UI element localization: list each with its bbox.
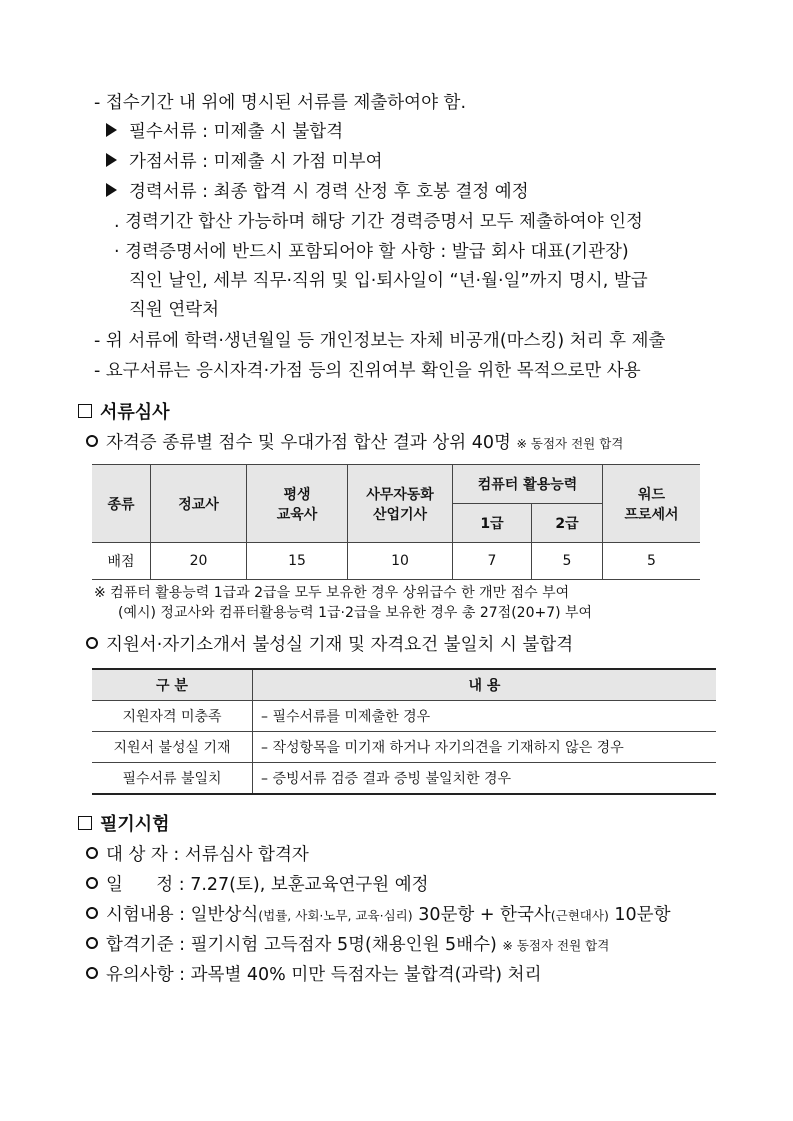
- disqualify-content: – 필수서류를 미제출한 경우: [253, 701, 717, 732]
- table-row: [92, 763, 716, 795]
- circle-bullet-icon: [86, 435, 98, 447]
- score-table-header-type: 종류: [92, 465, 151, 543]
- intro-line-7: 직인 날인, 세부 직무·직위 및 입·퇴사일이 “년·월·일”까지 명시, 발급: [129, 271, 648, 291]
- doc-review-bullet-1: 자격증 종류별 점수 및 우대가점 합산 결과 상위 40명 ※ 동점자 전원 합격: [86, 432, 623, 455]
- checkbox-square-icon: [78, 404, 92, 418]
- table-row: [92, 732, 716, 763]
- score-table-cell: 5: [603, 543, 701, 580]
- disqualify-table-header-category: 구 분: [92, 669, 253, 701]
- score-table-header-teacher: 정교사: [151, 465, 247, 543]
- triangle-bullet-icon: [106, 123, 117, 137]
- disqualify-category: 지원자격 미충족: [92, 701, 253, 732]
- circle-bullet-icon: [86, 847, 98, 859]
- circle-bullet-icon: [86, 637, 98, 649]
- triangle-bullet-icon: [106, 183, 117, 197]
- score-table-cell: 20: [151, 543, 247, 580]
- score-table-cell: 10: [348, 543, 453, 580]
- written-content: 시험내용 : 일반상식(법률, 사회·노무, 교육·심리) 30문항 + 한국사(근현대사) 10문항: [86, 904, 671, 927]
- score-table-cell: 5: [532, 543, 603, 580]
- circle-bullet-icon: [86, 877, 98, 889]
- triangle-bullet-icon: [106, 153, 117, 167]
- intro-line-9: - 위 서류에 학력·생년월일 등 개인정보는 자체 비공개(마스킹) 처리 후 제출: [94, 331, 666, 351]
- circle-bullet-icon: [86, 907, 98, 919]
- disqualify-category: 지원서 불성실 기재: [92, 732, 253, 763]
- score-table-cell: 15: [247, 543, 348, 580]
- section-written-exam-title: 필기시험: [78, 814, 170, 836]
- written-schedule: 일 정 : 7.27(토), 보훈교육연구원 예정: [86, 874, 429, 896]
- section-doc-review-title: 서류심사: [78, 402, 170, 424]
- disqualify-category: 필수서류 불일치: [92, 763, 253, 795]
- intro-line-8: 직원 연락처: [129, 300, 220, 320]
- intro-line-5: . 경력기간 합산 가능하며 해당 기간 경력증명서 모두 제출하여야 인정: [114, 212, 643, 232]
- score-note-2: (예시) 정교사와 컴퓨터활용능력 1급·2급을 보유한 경우 총 27점(20+7) 부여: [118, 605, 593, 621]
- intro-career-docs: 경력서류 : 최종 합격 시 경력 산정 후 호봉 결정 예정: [106, 181, 529, 203]
- score-table-header-lifelong: 평생 교육사: [247, 465, 348, 543]
- intro-line-6: · 경력증명서에 반드시 포함되어야 할 사항 : 발급 회사 대표(기관장): [114, 242, 629, 262]
- table-row: [92, 701, 716, 732]
- disqualify-table: [92, 668, 716, 795]
- intro-bonus-docs: 가점서류 : 미제출 시 가점 미부여: [106, 151, 382, 173]
- disqualify-table-header-content: 내 용: [253, 669, 717, 701]
- intro-line-1: - 접수기간 내 위에 명시된 서류를 제출하여야 함.: [94, 93, 467, 113]
- score-note-1: ※ 컴퓨터 활용능력 1급과 2급을 모두 보유한 경우 상위급수 한 개만 점수 부여: [94, 585, 570, 601]
- intro-required-docs: 필수서류 : 미제출 시 불합격: [106, 121, 343, 143]
- intro-line-10: - 요구서류는 응시자격·가점 등의 진위여부 확인을 위한 목적으로만 사용: [94, 361, 641, 381]
- disqualify-content: – 작성항목을 미기재 하거나 자기의견을 기재하지 않은 경우: [253, 732, 717, 763]
- score-table-header-computer: 컴퓨터 활용능력: [453, 465, 603, 504]
- circle-bullet-icon: [86, 967, 98, 979]
- written-notes: 유의사항 : 과목별 40% 미만 득점자는 불합격(과락) 처리: [86, 964, 542, 986]
- score-table-header-grade1: 1급: [453, 504, 532, 543]
- score-table-row-label: 배점: [92, 543, 151, 580]
- written-pass-criteria: 합격기준 : 필기시험 고득점자 5명(채용인원 5배수) ※ 동점자 전원 합격: [86, 934, 609, 957]
- score-table-header-office: 사무자동화 산업기사: [348, 465, 453, 543]
- score-table-cell: 7: [453, 543, 532, 580]
- score-table-header-grade2: 2급: [532, 504, 603, 543]
- circle-bullet-icon: [86, 937, 98, 949]
- disqualify-content: – 증빙서류 검증 결과 증빙 불일치한 경우: [253, 763, 717, 795]
- score-table-header-word: 워드 프로세서: [603, 465, 701, 543]
- checkbox-square-icon: [78, 816, 92, 830]
- doc-review-bullet-2: 지원서·자기소개서 불성실 기재 및 자격요건 불일치 시 불합격: [86, 634, 573, 656]
- written-target: 대 상 자 : 서류심사 합격자: [86, 844, 309, 866]
- score-table: [92, 464, 700, 580]
